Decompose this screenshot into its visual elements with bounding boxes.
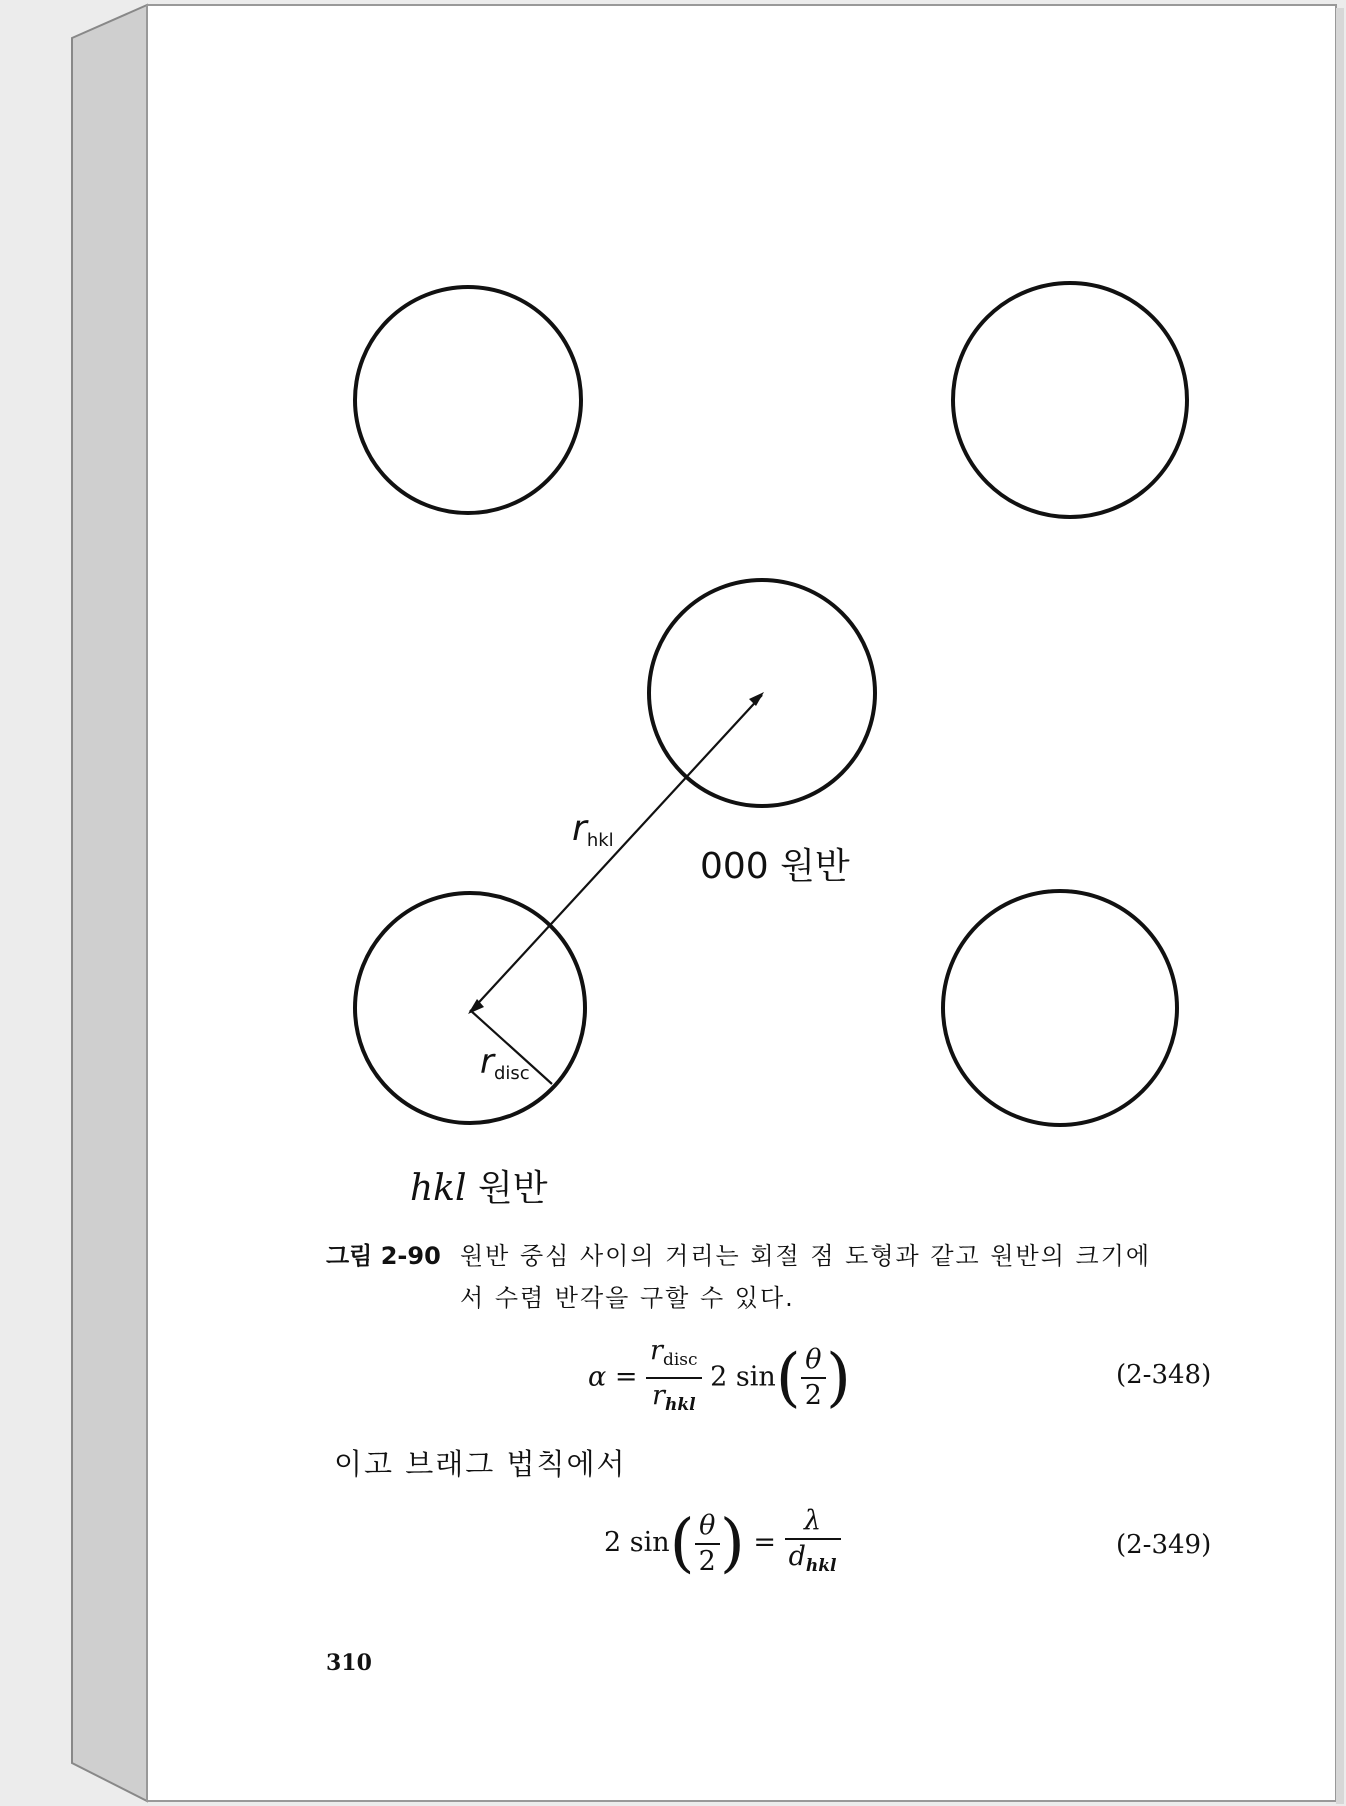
eq2-fraction: $\frac{\lambda}{d_{hkl}}$: [785, 1504, 841, 1583]
equation-number-2-349: (2-349): [1116, 1530, 1212, 1560]
eq1-theta-fraction: $\frac{\theta}{2}$: [801, 1343, 826, 1413]
caption-line-1: 원반 중심 사이의 거리는 회절 점 도형과 같고 원반의 크기에: [460, 1242, 1152, 1270]
eq1-fraction: $\frac{r_{disc}}{r_{hkl}}$: [646, 1334, 702, 1422]
page-shadow: [1336, 8, 1344, 1804]
eq1-lhs: α =: [588, 1361, 638, 1393]
equation-2-348: α = $\frac{r_{disc}}{r_{hkl}}$ 2 sin( $\frac{\theta}{2}$ ): [588, 1334, 851, 1422]
page-number: 310: [326, 1650, 372, 1676]
caption-line-2: 서 수렴 반각을 구할 수 있다.: [460, 1284, 795, 1312]
figure-number: 그림 2-90: [326, 1242, 441, 1270]
eq1-trig: 2 sin: [710, 1361, 776, 1393]
r-disc-label: rdisc: [480, 1042, 530, 1084]
eq2-lhs: 2 sin: [604, 1527, 670, 1558]
body-text: 이고 브래그 법칙에서: [334, 1447, 627, 1481]
center-disc-label: 000 원반: [700, 846, 850, 887]
hkl-disc-label: hkl 원반: [410, 1168, 548, 1209]
equation-2-349: 2 sin( $\frac{\theta}{2}$ ) = $\frac{\lambda}{d_{hkl}}$: [604, 1504, 841, 1583]
r-hkl-label: rhkl: [572, 808, 614, 851]
book-spine: [72, 5, 147, 1801]
equation-number-2-348: (2-348): [1116, 1360, 1212, 1390]
eq2-theta-fraction: $\frac{\theta}{2}$: [695, 1509, 720, 1579]
